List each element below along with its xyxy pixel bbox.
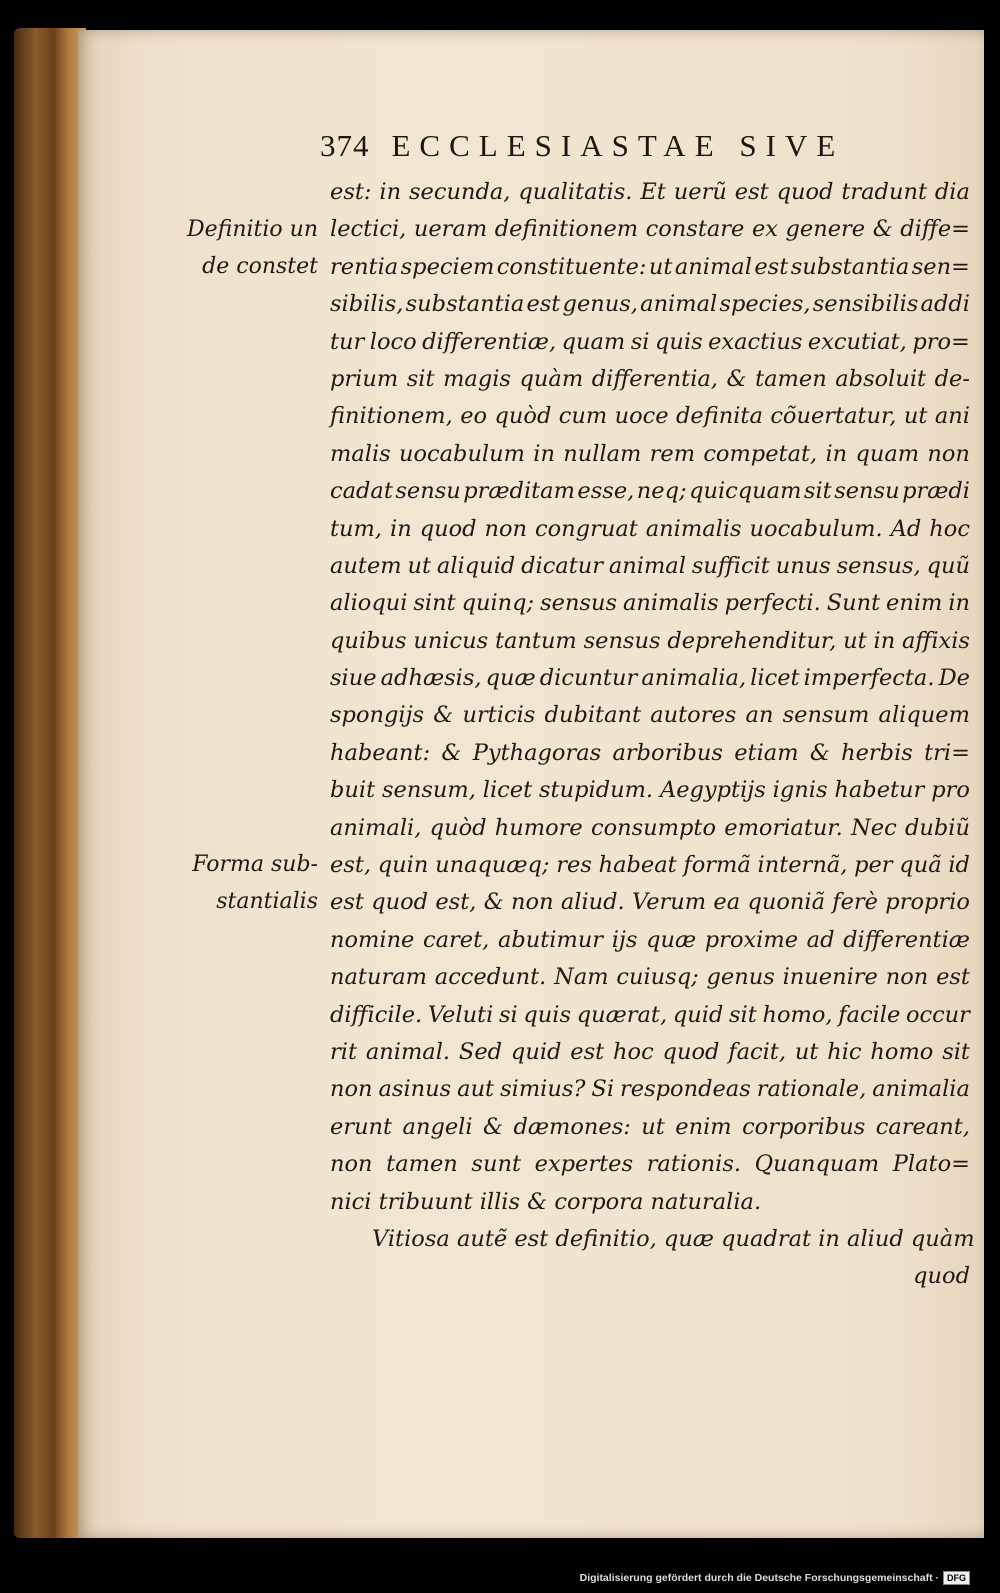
word: quis xyxy=(523,1001,572,1028)
text-line xyxy=(330,810,970,847)
word: Plato= xyxy=(892,1151,970,1178)
word: quod xyxy=(371,889,429,916)
word: est xyxy=(570,1038,605,1065)
word: prædi xyxy=(902,478,970,505)
word: dia xyxy=(934,179,970,205)
word: ut xyxy=(407,552,432,579)
word: ferè xyxy=(832,889,878,916)
word: & xyxy=(433,702,454,729)
word: pro= xyxy=(912,328,970,355)
word: malis xyxy=(330,440,391,467)
paragraph-start-line: Vitiosa autẽ est definitio, quæ quadrat in aliud quàm xyxy=(372,1225,975,1252)
word: sit xyxy=(728,1001,757,1028)
word: hoc xyxy=(929,515,970,542)
word: quid xyxy=(510,1038,562,1065)
word: aliud. xyxy=(560,889,625,916)
word: prium xyxy=(330,365,399,392)
word: Aegyptijs xyxy=(659,777,766,804)
word: si xyxy=(630,328,650,355)
word: facile xyxy=(838,1001,901,1028)
text-line xyxy=(330,361,970,398)
word: competat, xyxy=(703,440,818,467)
word: etiam xyxy=(734,739,799,766)
text-line xyxy=(330,174,970,211)
word: respondeas xyxy=(620,1076,751,1103)
text-line xyxy=(330,1109,970,1146)
word: quam xyxy=(855,440,920,467)
word: corporibus xyxy=(742,1113,866,1140)
word: non xyxy=(927,440,970,467)
word: non xyxy=(511,889,554,916)
word: rentia xyxy=(330,253,399,280)
word: ut xyxy=(648,253,673,280)
word: neq; xyxy=(636,478,687,505)
word: Veluti xyxy=(427,1001,494,1028)
word: emoriatur. xyxy=(724,814,843,841)
word: occur xyxy=(905,1001,970,1028)
word: imperfecta. xyxy=(803,665,935,692)
word: tum, xyxy=(330,515,383,542)
word: quis xyxy=(654,328,703,355)
word: erunt xyxy=(330,1113,393,1140)
word: quã xyxy=(899,852,942,879)
word: alioqui xyxy=(330,590,408,617)
word: & xyxy=(726,365,747,392)
word: autores xyxy=(650,702,737,729)
text-line xyxy=(330,922,970,959)
word: magis xyxy=(443,365,511,392)
word: qualitatis. xyxy=(518,179,633,205)
word: in xyxy=(825,440,848,467)
word: sunt xyxy=(471,1151,521,1178)
word: quæ xyxy=(646,926,697,953)
word: ignis xyxy=(772,777,828,804)
word: animali, xyxy=(330,814,422,841)
word: habeant: xyxy=(330,739,431,766)
word: sit xyxy=(942,1038,970,1065)
word: consumpto xyxy=(590,814,716,841)
text-line xyxy=(330,436,970,473)
word: uoce xyxy=(614,403,669,430)
word: est xyxy=(936,964,970,991)
word: constituente: xyxy=(496,253,647,280)
word: ea xyxy=(713,889,741,916)
word: in xyxy=(379,179,402,205)
word: naturam xyxy=(330,964,427,991)
word: sit xyxy=(406,365,435,392)
word: & xyxy=(809,739,830,766)
word: unicus xyxy=(413,627,489,654)
word: est xyxy=(330,889,364,916)
word: secunda, xyxy=(409,179,511,205)
word: internã, xyxy=(757,852,848,879)
word: Pythagoras xyxy=(472,739,602,766)
word: quàm xyxy=(519,365,584,392)
word: animalia xyxy=(872,1076,970,1103)
word: inuenire xyxy=(782,964,878,991)
word: genus xyxy=(706,964,775,991)
text-line: nici tribuunt illis & corpora naturalia. xyxy=(330,1188,762,1215)
word: sufficit xyxy=(691,552,770,579)
word: spongijs xyxy=(330,702,425,729)
text-line xyxy=(330,511,970,548)
word: & xyxy=(483,889,504,916)
word: non xyxy=(330,1151,373,1178)
word: genus, xyxy=(562,291,638,318)
word: uocabulum. xyxy=(749,515,883,542)
word: non xyxy=(484,515,528,542)
word: simius? xyxy=(500,1076,586,1103)
word: dubitant xyxy=(544,702,642,729)
word: sensus xyxy=(540,590,618,617)
word: nullam xyxy=(563,440,642,467)
word: est xyxy=(754,253,789,280)
word: Nam xyxy=(554,964,609,991)
text-line xyxy=(330,847,970,884)
word: quam xyxy=(561,328,626,355)
word: animalis xyxy=(645,515,742,542)
margin-note-line: de constet xyxy=(202,254,318,280)
margin-note-definitio xyxy=(158,211,318,286)
word: loco xyxy=(369,328,417,355)
word: cadat xyxy=(330,478,393,505)
word: est, xyxy=(435,889,477,916)
word: tur xyxy=(330,328,365,355)
word: quæ xyxy=(485,665,536,692)
text-line xyxy=(330,548,970,585)
word: De xyxy=(938,665,970,692)
word: siue xyxy=(330,665,377,692)
word: pro xyxy=(931,777,970,804)
word: in xyxy=(533,440,555,467)
word: arboribus xyxy=(612,739,723,766)
text-line xyxy=(330,884,970,921)
word: uocabulum xyxy=(398,440,525,467)
word: quod xyxy=(776,179,834,205)
page-number: 374 xyxy=(320,128,370,163)
word: Verum xyxy=(632,889,707,916)
word: accedunt. xyxy=(434,964,547,991)
word: nomine xyxy=(330,926,415,953)
word: quũ xyxy=(926,552,970,579)
word: sensu xyxy=(395,478,461,505)
word: ad xyxy=(806,926,835,953)
word: ut xyxy=(794,1038,819,1065)
word: rem xyxy=(649,440,696,467)
word: Nec xyxy=(851,814,897,841)
text-line xyxy=(330,1071,970,1108)
text-line xyxy=(330,249,970,286)
margin-note-line: Forma sub- xyxy=(192,852,318,877)
word: animal xyxy=(608,552,686,579)
word: licet xyxy=(482,777,533,804)
word: aliquem xyxy=(878,702,970,729)
word: quicquam xyxy=(689,478,802,505)
word: differentia, xyxy=(591,365,718,392)
word: sensu xyxy=(834,478,900,505)
margin-note-line: stantialis xyxy=(216,889,318,915)
word: diffe= xyxy=(900,216,970,243)
word: ut xyxy=(843,627,867,654)
word: in xyxy=(948,590,970,617)
word: per xyxy=(854,852,893,879)
word: quòd xyxy=(429,814,487,841)
word: quoniã xyxy=(747,889,825,916)
word: substantia xyxy=(405,291,525,318)
word: & xyxy=(483,1113,504,1140)
word: finitionem, xyxy=(330,403,453,430)
book-fore-edge xyxy=(14,28,86,1538)
word: aut xyxy=(457,1076,495,1103)
word: & xyxy=(441,739,462,766)
word: præditam xyxy=(463,478,575,505)
word: perfecti. xyxy=(724,590,821,617)
word: difficile. xyxy=(330,1001,423,1028)
word: sensum xyxy=(782,702,870,729)
word: sensibilis xyxy=(812,291,919,318)
word: quod xyxy=(419,515,477,542)
word: ueram xyxy=(413,216,488,243)
word: non xyxy=(885,964,929,991)
word: differentiæ, xyxy=(422,328,557,355)
text-line xyxy=(330,697,970,734)
word: quin xyxy=(377,852,429,879)
word: careant, xyxy=(875,1113,970,1140)
word: & xyxy=(872,216,893,243)
word: species, xyxy=(719,291,811,318)
word: ijs xyxy=(611,926,638,953)
word: facit, xyxy=(728,1038,786,1065)
text-line xyxy=(330,623,970,660)
word: est xyxy=(526,291,561,318)
word: constare xyxy=(645,216,745,243)
word: Sunt xyxy=(826,590,881,617)
running-title: ECCLESIASTAE SIVE xyxy=(391,128,845,163)
word: Si xyxy=(591,1076,615,1103)
text-line xyxy=(330,660,970,697)
word: si xyxy=(498,1001,518,1028)
word: rit xyxy=(330,1038,357,1065)
word: animal xyxy=(640,291,718,318)
word: esse, xyxy=(577,478,635,505)
word: unaquæq; xyxy=(435,852,550,879)
word: res xyxy=(556,852,592,879)
word: genere xyxy=(785,216,866,243)
text-line xyxy=(330,772,970,809)
word: tradunt xyxy=(841,179,927,205)
word: animal xyxy=(674,253,752,280)
body-text xyxy=(330,174,975,1296)
word: herbis xyxy=(841,739,913,766)
word: proprio xyxy=(885,889,970,916)
word: sensum, xyxy=(382,777,476,804)
word: urticis xyxy=(462,702,536,729)
word: ex xyxy=(751,216,778,243)
word: sen= xyxy=(911,253,970,280)
word: licet xyxy=(750,665,800,692)
word: dicatur xyxy=(521,552,603,579)
word: dæmones: xyxy=(513,1113,631,1140)
text-line xyxy=(330,286,970,323)
word: habetur xyxy=(834,777,925,804)
word: quærat, xyxy=(576,1001,668,1028)
word: absoluit xyxy=(835,365,927,392)
word: homo, xyxy=(762,1001,833,1028)
word: enim xyxy=(675,1113,732,1140)
text-line xyxy=(330,211,970,248)
word: stupidum. xyxy=(539,777,654,804)
word: definita xyxy=(676,403,763,430)
text-line xyxy=(330,473,970,510)
word: quinq; xyxy=(461,590,535,617)
word: sensus, xyxy=(836,552,921,579)
catchword: quod xyxy=(913,1263,970,1290)
word: sit xyxy=(803,478,832,505)
word: definitionem xyxy=(494,216,639,243)
word: tamen xyxy=(386,1151,458,1178)
word: est xyxy=(734,179,769,205)
word: tamen xyxy=(755,365,827,392)
word: hoc xyxy=(613,1038,654,1065)
word: dubiũ xyxy=(904,814,970,841)
word: cuiusq; xyxy=(616,964,699,991)
word: ani xyxy=(934,403,970,430)
word: expertes xyxy=(534,1151,634,1178)
text-line xyxy=(330,1146,970,1183)
word: animalis xyxy=(622,590,719,617)
word: Ad xyxy=(890,515,922,542)
word: an xyxy=(745,702,774,729)
word: est, xyxy=(330,852,372,879)
word: sibilis, xyxy=(330,291,404,318)
word: Et xyxy=(640,179,666,205)
digitization-credit xyxy=(580,1571,970,1585)
word: abutimur xyxy=(497,926,604,953)
word: exactius xyxy=(708,328,803,355)
running-header xyxy=(320,128,844,164)
word: lectici, xyxy=(330,216,407,243)
dfg-logo: DFG xyxy=(943,1571,970,1585)
word: in xyxy=(873,627,896,654)
word: affixis xyxy=(902,627,970,654)
word: proxime xyxy=(704,926,799,953)
word: congruat xyxy=(535,515,638,542)
word: non xyxy=(330,1076,373,1103)
word: Sed xyxy=(458,1038,503,1065)
word: quod xyxy=(662,1038,720,1065)
word: humore xyxy=(494,814,583,841)
word: habeat xyxy=(598,852,677,879)
text-line xyxy=(330,398,970,435)
word: quòd xyxy=(494,403,552,430)
word: homo xyxy=(870,1038,934,1065)
word: ut xyxy=(903,403,928,430)
word: unus xyxy=(775,552,831,579)
text-line xyxy=(330,585,970,622)
word: sint xyxy=(413,590,456,617)
word: adhæsis, xyxy=(380,665,482,692)
margin-note-line: Definitio un xyxy=(187,217,318,242)
word: ut xyxy=(641,1113,665,1140)
word: sensus xyxy=(583,627,661,654)
word: formã xyxy=(683,852,751,879)
text-line xyxy=(330,324,970,361)
word: addi xyxy=(920,291,970,318)
text-line xyxy=(330,1034,970,1071)
word: de- xyxy=(934,365,970,392)
word: uerũ xyxy=(673,179,727,205)
word: tri= xyxy=(924,739,970,766)
word: buit xyxy=(330,777,376,804)
word: speciem xyxy=(400,253,495,280)
word: dicuntur xyxy=(539,665,638,692)
word: cum xyxy=(558,403,608,430)
word: asinus xyxy=(378,1076,452,1103)
word: autem xyxy=(330,552,402,579)
word: Quanquam xyxy=(754,1151,880,1178)
word: cõuertatur, xyxy=(770,403,897,430)
word: deprehenditur, xyxy=(667,627,837,654)
credit-text: Digitalisierung gefördert durch die Deutsche Forschungsgemeinschaft · xyxy=(579,1572,939,1584)
text-line xyxy=(330,959,970,996)
word: id xyxy=(948,852,970,879)
word: differentiæ xyxy=(843,926,970,953)
word: est: xyxy=(330,179,372,205)
word: animal. xyxy=(365,1038,451,1065)
word: rationis. xyxy=(646,1151,742,1178)
word: enim xyxy=(886,590,943,617)
word: excutiat, xyxy=(807,328,907,355)
word: animalia, xyxy=(641,665,747,692)
word: substantia xyxy=(790,253,910,280)
word: angeli xyxy=(402,1113,473,1140)
word: quibus xyxy=(330,627,407,654)
text-line xyxy=(330,735,970,772)
margin-note-forma xyxy=(158,846,318,921)
word: hic xyxy=(827,1038,862,1065)
text-line xyxy=(330,997,970,1034)
word: eo xyxy=(460,403,488,430)
word: in xyxy=(390,515,412,542)
word: aliquid xyxy=(436,552,516,579)
word: rationale, xyxy=(756,1076,867,1103)
word: tantum xyxy=(494,627,577,654)
word: quid xyxy=(672,1001,724,1028)
word: caret, xyxy=(423,926,490,953)
